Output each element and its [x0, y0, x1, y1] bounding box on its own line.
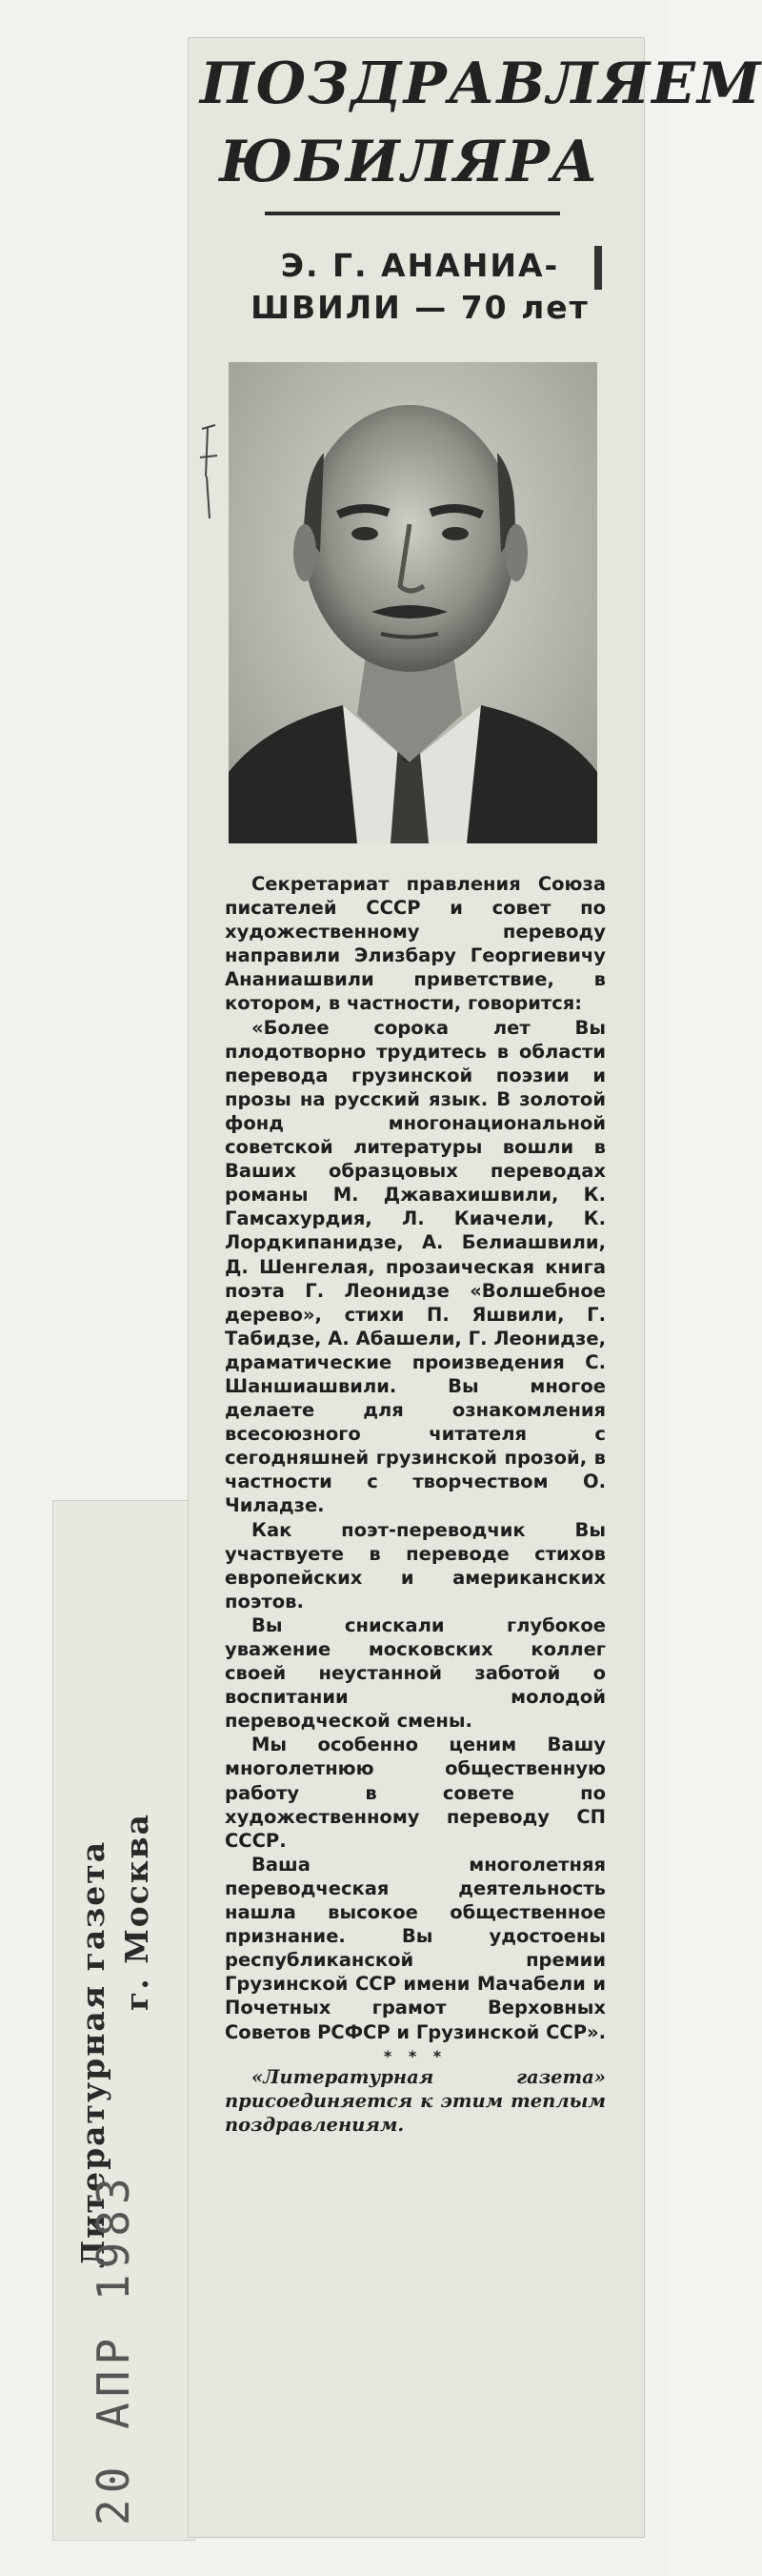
subhead-line-2: ШВИЛИ — 70 лет [251, 289, 590, 326]
article-paragraph-1: Секретариат правления Союза писателей СССР и совет по художественному переводу направили Элизбару Георгиевичу Ананиашвили приветствие, в котором, в частности, говорится: [225, 873, 606, 1015]
article-paragraph-2: «Более сорока лет Вы плодотворно трудитесь в области перевода грузинской поэзии и прозы на русский язык. В золотой фонд многонациональной советской литературы вошли в Ваших образцовых переводах романы М. Джавахишвили, К. Гамсахурдия, Л. Киачели, К. Лордкипанидзе, А. Белиашвили, Д. Шенгелая, прозаическая книга поэта Г. Леонидзе «Волшебное дерево», стихи П. Яшвили, Г. Табидзе, А. Абашели, Г. Леонидзе, драматические произведения С. Шаншиашвили. Вы многое делаете для ознакомления всесоюзного читателя с сегодняшней грузинской прозой, в частности с творчеством О. Чиладзе. [225, 1016, 606, 1517]
stamp-date: 20 АПР 1983 [88, 2172, 139, 2525]
article-paragraph-6: Ваша многолетняя переводческая деятельность нашла высокое общественное признание. Вы удостоены республиканской премии Грузинской ССР имени Мачабели и Почетных грамот Верховных Советов РСФСР и Грузинской ССР». [225, 1853, 607, 2043]
headline-line-2: ЮБИЛЯРА [219, 129, 600, 195]
pencil-mark-icon [196, 419, 221, 524]
closing-paragraph: «Литературная газета» присоединяется к этим теплым поздравлениям. [225, 2065, 606, 2136]
stamp-city: г. Москва [118, 1813, 155, 2011]
article-body [225, 872, 606, 2137]
article-paragraph-3: Как поэт-переводчик Вы участвуете в переводе стихов европейских и американских поэтов. [225, 1518, 606, 1613]
stamp-newspaper-name: Литературная газета [74, 1839, 111, 2268]
portrait-photo [229, 362, 597, 843]
article-paragraph-4: Вы снискали глубокое уважение московских коллег своей неустанной заботой о воспитании молодой переводческой смены. [225, 1613, 606, 1733]
subhead-line-1: Э. Г. АНАНИА- [280, 247, 560, 284]
separator-stars: * * * [383, 2046, 448, 2065]
margin-bar-mark [594, 246, 602, 290]
headline-rule [265, 212, 560, 215]
article-paragraph-5: Мы особенно ценим Вашу многолетнюю общественную работу в совете по художественному переводу СП СССР. [225, 1734, 606, 1852]
portrait-photo-icon [229, 362, 597, 843]
headline-line-1: ПОЗДРАВЛЯЕМ [200, 51, 762, 117]
